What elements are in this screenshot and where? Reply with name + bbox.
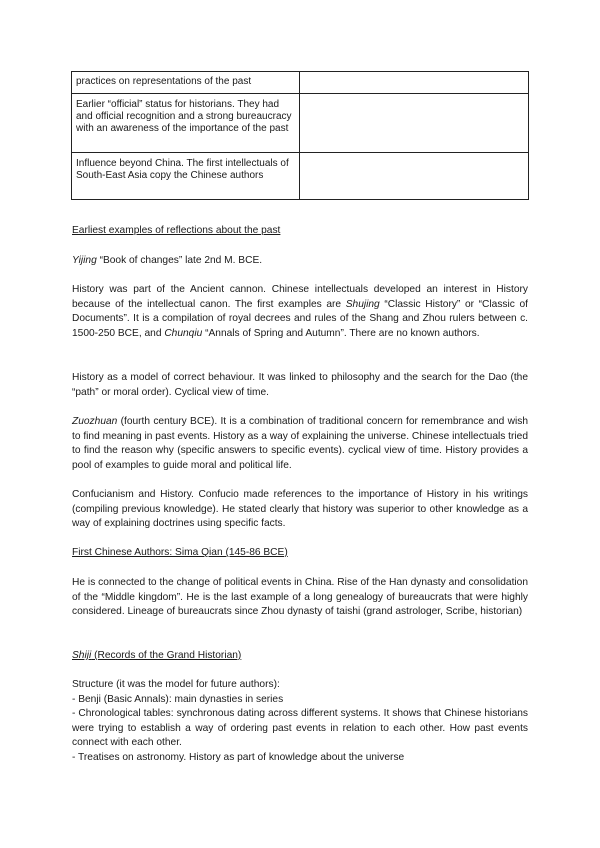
comparison-table bbox=[71, 71, 529, 200]
paragraph-text: History was part of the Ancient cannon. Chinese intellectuals developed an interest in History because of the intellectual canon. The first examples are bbox=[72, 284, 528, 310]
zuozhuan-term: Zuozhuan bbox=[72, 416, 118, 427]
paragraph-zuozhuan bbox=[72, 415, 528, 473]
paragraph-model-behaviour: History as a model of correct behaviour. It was linked to philosophy and the search for the Dao (the “path” or moral order). Cyclical view of time. bbox=[72, 372, 528, 398]
list-item: - Treatises on astronomy. History as part of knowledge about the universe bbox=[72, 751, 405, 763]
paragraph-han-dynasty: He is connected to the change of political events in China. Rise of the Han dynasty and consolidation of the “Middle kingdom”. He is the last example of a long genealogy of bureaucrats that were highly considered. Lineage of bureaucrats since Zhou dynasty of taishi (grand astrologer, Scribe, historian) bbox=[72, 577, 528, 618]
yijing-line bbox=[72, 254, 528, 269]
structure-intro: Structure (it was the model for future authors): bbox=[72, 679, 280, 690]
table-cell: practices on representations of the past bbox=[72, 72, 300, 94]
paragraph-text: “Classic History” or “Classic of Documents”. It is a compilation of royal decrees and rules of the Shang and Zhou rulers between c. 1500-250 BCE, and bbox=[72, 298, 529, 339]
shiji-term: Shiji bbox=[72, 650, 92, 661]
paragraph-text: (fourth century BCE). It is a combination of traditional concern for remembrance and wish to find meaning in past events. History as a way of explaining the universe. Chinese intellectuals tried to find the reason why (specific answers to specific events). cyclical view of time. History provides a pool of examples to guide moral and political life. bbox=[72, 416, 528, 471]
table-row bbox=[72, 72, 529, 94]
table-cell-empty bbox=[300, 153, 529, 200]
yijing-term: Yijing bbox=[72, 255, 97, 266]
list-item: - Benji (Basic Annals): main dynasties in series bbox=[72, 693, 284, 705]
paragraph-text: “Annals of Spring and Autumn”. There are no known authors. bbox=[202, 327, 480, 339]
table-cell-empty bbox=[300, 72, 529, 94]
table-cell: Earlier “official” status for historians. They had and official recognition and a strong bureaucracy with an awareness of the importance of the past bbox=[72, 94, 300, 153]
chunqiu-term: Chunqiu bbox=[164, 327, 203, 339]
table-cell: Influence beyond China. The first intellectuals of South-East Asia copy the Chinese authors bbox=[72, 153, 300, 200]
list-item: - Chronological tables: synchronous dating across different systems. It shows that Chinese historians were trying to establish a way of ordering past events in relation to each other. How past events connect with each other. bbox=[72, 708, 528, 749]
paragraph-history-canon bbox=[72, 283, 528, 341]
table-row bbox=[72, 153, 529, 200]
table-row bbox=[72, 94, 529, 153]
heading-shiji bbox=[72, 649, 528, 664]
heading-first-authors: First Chinese Authors: Sima Qian (145-86 BCE) bbox=[72, 547, 288, 558]
heading-earliest-examples: Earliest examples of reflections about the past bbox=[72, 225, 281, 236]
shujing-term: Shujing bbox=[345, 298, 380, 310]
table-cell-empty bbox=[300, 94, 529, 153]
structure-list bbox=[72, 678, 528, 766]
yijing-text: “Book of changes” late 2nd M. BCE. bbox=[96, 255, 263, 266]
paragraph-confucianism: Confucianism and History. Confucio made references to the importance of History in his writings (compiling previous knowledge). He stated clearly that history was superior to other knowledge as a way of explaining doctrines using specific facts. bbox=[72, 489, 528, 530]
heading-text: (Records of the Grand Historian) bbox=[91, 650, 242, 661]
